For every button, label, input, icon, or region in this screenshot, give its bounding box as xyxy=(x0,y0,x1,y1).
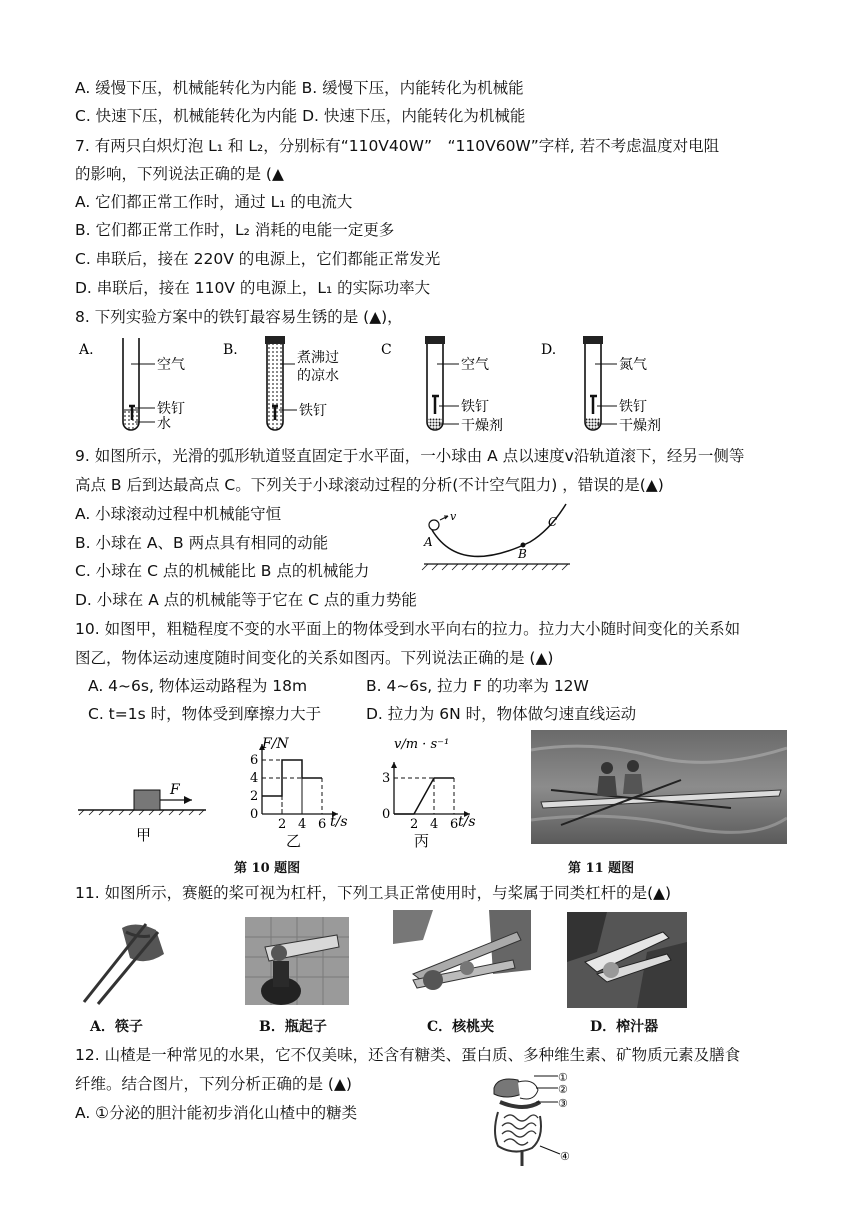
q8-test-tube-figure xyxy=(75,334,675,438)
q10-fig-jia xyxy=(78,760,218,850)
digestive-marker-3: ③ xyxy=(558,1097,568,1110)
q6-options-cd: C. 快速下压，机械能转化为内能 D. 快速下压，内能转化为机械能 xyxy=(75,107,526,125)
rowing-boat-photo xyxy=(531,730,787,844)
q10-option-a: A. 4~6s, 物体运动路程为 18m xyxy=(88,677,308,695)
nutcracker-photo xyxy=(393,910,531,1014)
bing-series-line xyxy=(394,778,454,814)
tube-c-letter: C xyxy=(381,342,392,358)
yi-ytick-label: 4 xyxy=(250,771,259,786)
tool-d-label: D．榨汁器 xyxy=(590,1019,659,1035)
tube-b-letter: B. xyxy=(223,342,238,358)
tool-c-label: C．核桃夹 xyxy=(427,1019,495,1035)
tube-c-nail-label: 铁钉 xyxy=(461,399,489,415)
tube-a-top-label: 空气 xyxy=(157,357,185,373)
q9-option-b: B. 小球在 A、B 两点具有相同的动能 xyxy=(75,534,329,552)
q10-chart-bing xyxy=(374,734,514,854)
yi-ytick-label: 2 xyxy=(250,789,259,804)
yi-xtick-label: 2 xyxy=(278,817,287,832)
tube-d-nail-label: 铁钉 xyxy=(619,399,647,415)
tube-d-top-label: 氮气 xyxy=(619,357,647,373)
fig9-b-label: B xyxy=(518,547,527,561)
tube-a-bottom-label: 水 xyxy=(157,416,171,432)
q7-option-b: B. 它们都正常工作时，L₂ 消耗的电能一定更多 xyxy=(75,221,395,239)
tube-b-top-label: 煮沸过 xyxy=(297,350,339,366)
q6-options-ab: A. 缓慢下压，机械能转化为内能 B. 缓慢下压，内能转化为机械能 xyxy=(75,79,524,97)
q9-option-c: C. 小球在 C 点的机械能比 B 点的机械能力 xyxy=(75,562,370,580)
bing-xtick-label: 2 xyxy=(410,817,419,832)
bing-ylabel: v/m · s⁻¹ xyxy=(394,737,450,752)
tube-a-letter: A. xyxy=(79,342,94,358)
fig9-a-label: A xyxy=(424,535,433,549)
yi-xtick-label: 6 xyxy=(318,817,327,832)
tube-a-nail-label: 铁钉 xyxy=(157,401,185,417)
digestive-marker-4: ④ xyxy=(560,1150,570,1163)
digestive-marker-1: ① xyxy=(558,1072,568,1084)
tube-c-top-label: 空气 xyxy=(461,357,489,373)
juicer-photo xyxy=(567,912,687,1008)
yi-ytick-label: 6 xyxy=(250,753,259,768)
tube-b-nail-label: 铁钉 xyxy=(299,403,327,419)
fig9-c-label: C xyxy=(548,515,558,529)
q12-stem-line2: 纤维。结合图片，下列分析正确的是 (▲) xyxy=(75,1075,352,1093)
chopsticks-photo xyxy=(76,910,184,1006)
bottle-opener-photo xyxy=(245,917,349,1005)
q10-stem-line2: 图乙，物体运动速度随时间变化的关系如图丙。下列说法正确的是 (▲) xyxy=(75,649,554,667)
fig-jia-force-label: F xyxy=(170,782,180,798)
q11-stem: 11. 如图所示，赛艇的桨可视为杠杆，下列工具正常使用时，与桨属于同类杠杆的是(▲) xyxy=(75,884,672,902)
q9-arc-track-figure xyxy=(420,496,580,572)
bing-ytick-label: 3 xyxy=(382,771,391,786)
yi-label: 乙 xyxy=(286,832,302,850)
bing-xunit: t/s xyxy=(458,814,476,830)
q7-stem-line1: 7. 有两只白炽灯泡 L₁ 和 L₂，分别标有“110V40W” “110V60W”字样, 若不考虑温度对电阻 xyxy=(75,137,720,155)
q9-option-a: A. 小球滚动过程中机械能守恒 xyxy=(75,505,282,523)
tube-d-bottom-label: 干燥剂 xyxy=(619,418,661,434)
digestive-marker-2: ② xyxy=(558,1083,568,1096)
q9-stem-line2: 高点 B 后到达最高点 C。下列关于小球滚动过程的分析(不计空气阻力) ，错误的是(▲) xyxy=(75,476,664,494)
q9-stem-line1: 9. 如图所示，光滑的弧形轨道竖直固定于水平面，一小球由 A 点以速度v沿轨道滚下，经另一侧等 xyxy=(75,447,745,465)
q10-chart-yi xyxy=(236,734,356,854)
yi-xtick-label: 4 xyxy=(298,817,307,832)
tool-a-label: A．筷子 xyxy=(90,1019,143,1035)
fig9-v-label: v xyxy=(450,510,457,523)
figure-10-caption: 第 10 题图 xyxy=(234,861,301,876)
bing-xtick-label: 6 xyxy=(450,817,459,832)
yi-xunit: t/s xyxy=(330,814,348,830)
q10-option-b: B. 4~6s, 拉力 F 的功率为 12W xyxy=(366,677,589,695)
bing-ytick-label: 0 xyxy=(382,807,391,822)
yi-ylabel: F/N xyxy=(262,736,289,752)
tube-d-letter: D. xyxy=(541,342,557,358)
q9-option-d: D. 小球在 A 点的机械能等于它在 C 点的重力势能 xyxy=(75,591,417,609)
q12-option-a: A. ①分泌的胆汁能初步消化山楂中的糖类 xyxy=(75,1104,358,1122)
fig-jia-label: 甲 xyxy=(136,826,152,844)
bing-label: 丙 xyxy=(414,832,430,850)
q10-option-d: D. 拉力为 6N 时，物体做匀速直线运动 xyxy=(366,705,637,723)
figure-11-caption: 第 11 题图 xyxy=(568,861,635,876)
tube-b-top-label-2: 的凉水 xyxy=(297,368,339,384)
q10-stem-line1: 10. 如图甲，粗糙程度不变的水平面上的物体受到水平向右的拉力。拉力大小随时间变化的关系如 xyxy=(75,620,741,638)
digestive-system-figure xyxy=(484,1072,574,1170)
yi-ytick-label: 0 xyxy=(250,807,259,822)
tube-c-bottom-label: 干燥剂 xyxy=(461,418,503,434)
q7-option-a: A. 它们都正常工作时，通过 L₁ 的电流大 xyxy=(75,193,353,211)
q12-stem-line1: 12. 山楂是一种常见的水果，它不仅美味，还含有糖类、蛋白质、多种维生素、矿物质元素及膳食 xyxy=(75,1046,741,1064)
q10-option-c: C. t=1s 时，物体受到摩擦力大于 xyxy=(88,705,322,723)
q7-option-d: D. 串联后，接在 110V 的电源上，L₁ 的实际功率大 xyxy=(75,279,431,297)
q7-stem-line2: 的影响，下列说法正确的是 (▲ xyxy=(75,165,284,183)
q7-option-c: C. 串联后，接在 220V 的电源上，它们都能正常发光 xyxy=(75,250,441,268)
q8-stem: 8. 下列实验方案中的铁钉最容易生锈的是 (▲)， xyxy=(75,308,403,326)
bing-xtick-label: 4 xyxy=(430,817,439,832)
bing-y-arrow xyxy=(391,762,397,768)
tool-b-label: B．瓶起子 xyxy=(259,1019,327,1035)
